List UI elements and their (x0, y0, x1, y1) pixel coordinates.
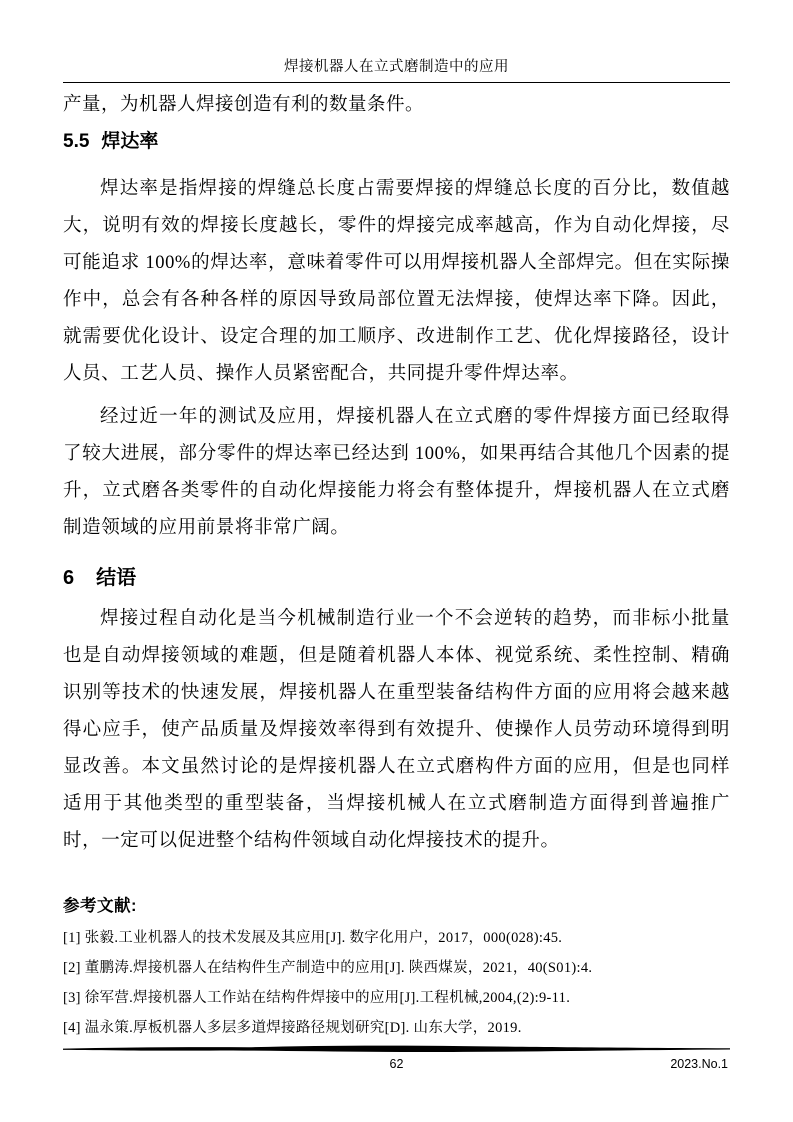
page-body (0, 90, 793, 860)
issue-label: 2023.No.1 (670, 1057, 728, 1071)
section-5-5-paragraph-1: 焊达率是指焊接的焊缝总长度占需要焊接的焊缝总长度的百分比，数值越大，说明有效的焊接长度越长，零件的焊接完成率越高，作为自动化焊接，尽可能追求 100%的焊达率，意味着零件可以用焊接机器人全部焊完。但在实际操作中，总会有各种各样的原因导致局部位置无法焊接，使焊达率下降。因此，就需要优化设计、设定合理的加工顺序、改进制作工艺、优化焊接路径，设计人员、工艺人员、操作人员紧密配合，共同提升零件焊达率。 (63, 179, 730, 384)
section-title: 结语 (96, 567, 137, 589)
reference-item: [4] 温永策.厚板机器人多层多道焊接路径规划研究[D]. 山东大学，2019. (63, 1020, 522, 1036)
page-number: 62 (389, 1057, 404, 1071)
reference-item: [1] 张毅.工业机器人的技术发展及其应用[J]. 数字化用户，2017，000(028):45. (63, 930, 563, 946)
reference-item: [3] 徐军营.焊接机器人工作站在结构件焊接中的应用[J].工程机械,2004,(2):9-11. (63, 990, 571, 1006)
section-number: 6 (63, 567, 75, 589)
header-rule (63, 82, 730, 83)
page-footer (63, 1044, 730, 1073)
carryover-paragraph: 产量，为机器人焊接创造有利的数量条件。 (63, 95, 425, 115)
section-number: 5.5 (63, 131, 90, 152)
section-title: 焊达率 (101, 131, 159, 152)
footer-rule-decorative-line (63, 1044, 730, 1054)
running-head-title: 焊接机器人在立式磨制造中的应用 (284, 59, 509, 75)
page-header (0, 0, 793, 83)
section-heading-6 (63, 563, 730, 593)
reference-item: [2] 董鹏涛.焊接机器人在结构件生产制造中的应用[J]. 陕西煤炭，2021，40(S01):4. (63, 960, 593, 976)
section-heading-5-5 (63, 128, 730, 156)
references-section (63, 893, 730, 1043)
footer-text-row (63, 1055, 730, 1073)
section-6-paragraph-1: 焊接过程自动化是当今机械制造行业一个不会逆转的趋势，而非标小批量也是自动焊接领域的难题，但是随着机器人本体、视觉系统、柔性控制、精确识别等技术的快速发展，焊接机器人在重型装备结构件方面的应用将会越来越得心应手，使产品质量及焊接效率得到有效提升、使操作人员劳动环境得到明显改善。本文虽然讨论的是焊接机器人在立式磨构件方面的应用，但是也同样适用于其他类型的重型装备，当焊接机械人在立式磨制造方面得到普遍推广时，一定可以促进整个结构件领域自动化焊接技术的提升。 (63, 609, 730, 851)
section-5-5-paragraph-2: 经过近一年的测试及应用，焊接机器人在立式磨的零件焊接方面已经取得了较大进展，部分零件的焊达率已经达到 100%，如果再结合其他几个因素的提升，立式磨各类零件的自动化焊接能力将会有整体提升，焊接机器人在立式磨制造领域的应用前景将非常广阔。 (63, 407, 730, 538)
references-heading: 参考文献: (63, 897, 137, 915)
references-list (63, 923, 730, 1043)
